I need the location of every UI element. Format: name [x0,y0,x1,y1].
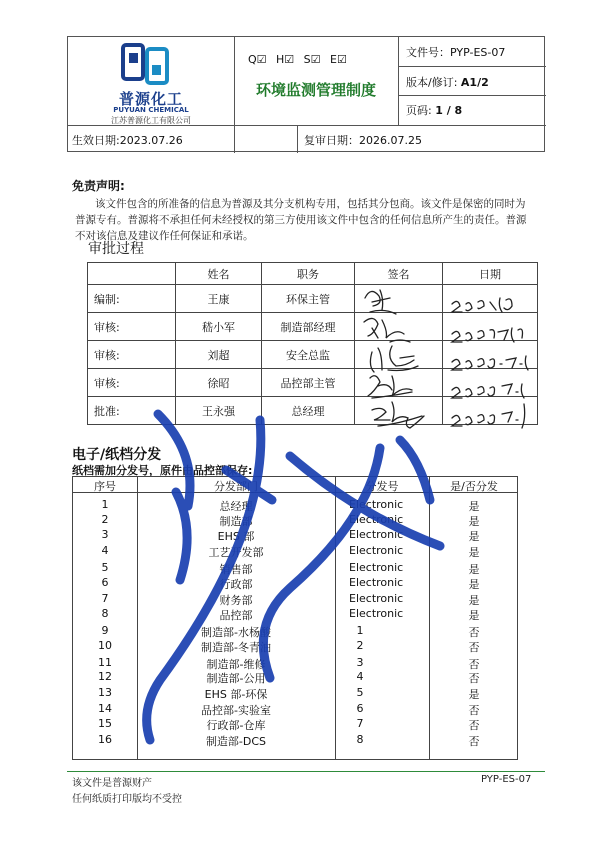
approval-row [88,285,538,313]
check-h: H☑ [276,53,295,66]
approval-date-cell [443,369,538,397]
approval-signature-cell [355,341,443,369]
dist-col-dept: 分发部门 [214,480,258,493]
dist-row-no: 8 [101,607,109,620]
dist-row-no: 4 [101,544,109,557]
dist-row-yn: 是 [468,500,480,513]
dist-row-yn: 否 [468,719,480,732]
approval-col-position: 职务 [262,263,355,285]
dist-row-yn: 否 [468,658,480,671]
dist-row-yn: 是 [468,515,480,528]
dist-row-code: Electronic [349,592,404,605]
approval-name: 徐昭 [176,369,262,397]
dist-row-yn: 是 [468,563,480,576]
page-value: 1 / 8 [435,104,463,117]
approval-signature-cell [355,313,443,341]
dist-row-code: 8 [356,733,364,746]
dist-row-yn: 是 [468,609,480,622]
check-s: S☑ [303,53,321,66]
approval-position: 总经理 [262,397,355,425]
approval-position: 品控部主管 [262,369,355,397]
revision-label: 版本/修订: [406,76,458,89]
dist-row-code: Electronic [349,576,404,589]
approval-table [87,262,538,425]
approval-col-date: 日期 [443,263,538,285]
dist-row-no: 9 [101,624,109,637]
doc-number: 文件号：PYP-ES-07 [406,46,506,59]
dist-row-no: 14 [98,702,112,715]
approval-role: 批准: [88,397,176,425]
dist-row-code: Electronic [349,544,404,557]
dist-row-code: Electronic [349,607,404,620]
approval-row [88,341,538,369]
logo-english-name: PUYUAN CHEMICAL [113,106,189,114]
approval-name: 刘超 [176,341,262,369]
approval-signature-cell [355,397,443,425]
document-header [67,36,545,152]
company-name: 江苏普源化工有限公司 [111,116,191,125]
puyuan-logo-icon [120,43,170,85]
approval-role: 审核: [88,369,176,397]
dist-row-dept: 制造部-DCS [205,735,267,748]
dist-row-dept: 制造部-水杨酸 [201,626,271,639]
dist-col-no: 序号 [94,480,116,493]
dist-row-yn: 否 [468,672,480,685]
disclaimer-title: 免责声明: [72,179,125,193]
approval-date-cell [443,397,538,425]
check-q: Q☑ [248,53,267,66]
dist-row-no: 6 [101,576,109,589]
page-label: 页码: [406,104,432,117]
dist-row-no: 3 [101,528,109,541]
dist-row-code: 6 [356,702,364,715]
dist-row-dept: EHS 部-环保 [204,688,268,701]
dist-row-no: 5 [101,561,109,574]
dist-row-yn: 是 [468,688,480,701]
approval-col-name: 姓名 [176,263,262,285]
dist-row-yn: 否 [468,735,480,748]
approval-date-cell [443,285,538,313]
dist-row-code: 3 [356,656,364,669]
dist-row-yn: 否 [468,641,480,654]
dist-row-code: Electronic [349,513,404,526]
dist-row-no: 11 [98,656,112,669]
company-logo [68,37,234,125]
dist-row-dept: 品控部-实验室 [201,704,271,717]
dist-row-no: 2 [101,513,109,526]
approval-name: 王永强 [176,397,262,425]
dist-row-no: 7 [101,592,109,605]
dist-row-dept: 销售部 [219,563,253,576]
approval-signature-cell [355,285,443,313]
approval-name: 嵇小军 [176,313,262,341]
dist-row-dept: 财务部 [219,594,253,607]
dist-row-code: 4 [356,670,364,683]
dist-row-dept: 行政部 [219,578,253,591]
dist-row-dept: 制造部-维修 [206,658,266,671]
dist-row-yn: 是 [468,546,480,559]
approval-role: 审核: [88,313,176,341]
check-e: E☑ [330,53,347,66]
approval-date-cell [443,341,538,369]
approval-signature-cell [355,369,443,397]
dist-row-no: 1 [101,498,109,511]
dist-row-yn: 是 [468,594,480,607]
dist-row-no: 15 [98,717,112,730]
logo-chinese-name: 普源化工 [118,90,183,108]
dist-row-code: 1 [356,624,364,637]
revision [406,74,489,90]
approval-col-blank [88,263,176,285]
dist-row-yn: 否 [468,626,480,639]
approval-title: 审批过程 [88,241,144,257]
dist-row-no: 12 [98,670,112,683]
dist-col-code: 分发号 [365,480,399,493]
review-date: 复审日期：2026.07.25 [304,134,422,147]
dist-row-dept: 制造部-冬青油 [201,641,271,654]
revision-value: A1/2 [460,76,489,89]
dist-col-yn: 是/否分发 [450,480,498,493]
approval-position: 安全总监 [262,341,355,369]
approval-name: 王康 [176,285,262,313]
approval-col-signature: 签名 [355,263,443,285]
approval-header-row [88,263,538,285]
approval-position: 制造部经理 [262,313,355,341]
page-number [406,102,462,118]
dist-row-code: 7 [356,717,364,730]
dist-row-yn: 是 [468,530,480,543]
dist-row-dept: 工艺开发部 [208,546,264,559]
distribution-subtitle: 纸档需加分发号，原件由品控部保存: [72,464,253,477]
footer-doc-number: PYP-ES-07 [481,774,532,785]
dist-row-no: 16 [98,733,112,746]
dist-row-dept: 品控部 [219,609,253,622]
qhse-checkboxes [248,53,353,66]
disclaimer-text: 该文件包含的所准备的信息为普源及其分支机构专用，包括其分包商。该文件是保密的同时为普源专有。普源将不承担任何未经授权的第三方使用该文件中包含的任何信息所产生的责任。普源不对该信息及建议作任何保证和承诺。 [75,198,527,242]
dist-row-yn: 否 [468,704,480,717]
approval-row [88,397,538,425]
approval-date-cell [443,313,538,341]
dist-row-dept: 制造部-公用 [206,672,266,685]
dist-row-dept: 行政部-仓库 [206,719,266,732]
dist-row-no: 13 [98,686,112,699]
dist-row-code: Electronic [349,561,404,574]
dist-row-code: Electronic [349,528,404,541]
approval-role: 审核: [88,341,176,369]
distribution-title: 电子/纸档分发 [72,447,162,463]
dist-row-code: 5 [356,686,364,699]
dist-row-no: 10 [98,639,112,652]
approval-position: 环保主管 [262,285,355,313]
dist-row-code: Electronic [349,498,404,511]
approval-row [88,313,538,341]
document-title: 环境监测管理制度 [255,81,376,99]
footer-divider [67,771,545,772]
dist-row-dept: 总经理 [219,500,253,513]
footer-property-note: 该文件是普源财产 [72,778,152,789]
effective-date: 生效日期:2023.07.26 [72,134,183,147]
distribution-table [72,476,518,760]
dist-row-dept: EHS 部 [217,530,255,543]
footer-uncontrolled-note: 任何纸质打印版均不受控 [72,794,182,805]
approval-role: 编制: [88,285,176,313]
approval-row [88,369,538,397]
dist-row-yn: 是 [468,578,480,591]
dist-row-dept: 制造部 [219,515,253,528]
dist-row-code: 2 [356,639,364,652]
